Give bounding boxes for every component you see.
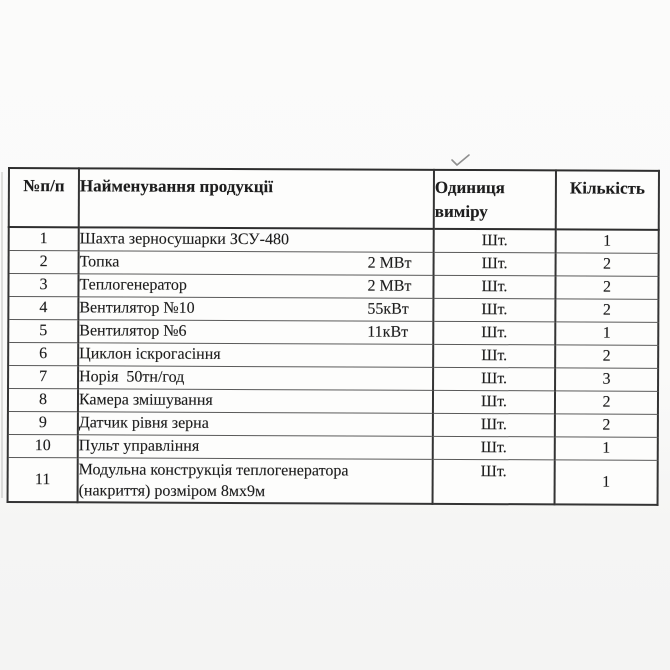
product-spec: 2 МВт bbox=[367, 254, 412, 272]
table-header bbox=[9, 168, 659, 230]
product-name-cell bbox=[78, 458, 433, 504]
row-number-cell: 8 bbox=[8, 389, 78, 412]
unit-cell: Шт. bbox=[433, 321, 555, 345]
header-cell-num: №п/п bbox=[9, 168, 79, 227]
header-cell-unit: Одиниця виміру bbox=[434, 170, 556, 230]
table-body bbox=[8, 227, 659, 505]
table-row bbox=[8, 412, 658, 438]
table-row bbox=[9, 251, 659, 277]
unit-cell: Шт. bbox=[433, 390, 555, 414]
product-name: Циклон іскрогасіння bbox=[79, 345, 221, 363]
quantity-cell: 1 bbox=[555, 322, 658, 345]
product-spec: 2 МВт bbox=[367, 277, 412, 295]
scan-page-edge bbox=[1, 172, 3, 498]
quantity-cell: 1 bbox=[555, 460, 658, 505]
product-spec: 55кВт bbox=[367, 300, 409, 318]
product-name: Вентилятор №6 bbox=[79, 322, 187, 340]
unit-cell: Шт. bbox=[434, 252, 556, 276]
row-number-cell: 11 bbox=[8, 458, 78, 503]
row-number-cell: 3 bbox=[8, 274, 78, 297]
product-name-cell bbox=[78, 435, 433, 460]
quantity-cell: 2 bbox=[555, 414, 658, 437]
table-row bbox=[8, 297, 658, 323]
product-name: Вентилятор №10 bbox=[79, 299, 195, 317]
unit-cell: Шт. bbox=[433, 298, 555, 322]
row-number-cell: 1 bbox=[9, 227, 79, 251]
table-row bbox=[8, 366, 658, 392]
unit-cell: Шт. bbox=[433, 344, 555, 368]
pen-checkmark-icon bbox=[450, 153, 472, 169]
product-name: Камера змішування bbox=[78, 391, 213, 409]
product-name-cell bbox=[78, 412, 433, 437]
table-row bbox=[8, 274, 658, 300]
product-name-cell bbox=[78, 274, 433, 299]
product-name-cell bbox=[78, 389, 433, 414]
product-name-cell bbox=[78, 320, 433, 345]
quantity-cell: 1 bbox=[556, 229, 659, 253]
unit-cell: Шт. bbox=[433, 367, 555, 391]
header-cell-qty: Кількість bbox=[556, 170, 659, 229]
table-row bbox=[8, 435, 658, 461]
row-number-cell: 7 bbox=[8, 366, 78, 389]
row-number-cell: 5 bbox=[8, 320, 78, 343]
quantity-cell: 2 bbox=[556, 253, 659, 276]
product-name: Модульна конструкція теплогенератора (накриття) розміром 8мх9м bbox=[78, 461, 349, 501]
quantity-cell: 3 bbox=[555, 368, 658, 391]
row-number-cell: 6 bbox=[8, 343, 78, 366]
row-number-cell: 2 bbox=[9, 251, 79, 274]
product-name: Шахта зерносушарки ЗСУ-480 bbox=[79, 230, 290, 249]
quantity-cell: 2 bbox=[555, 276, 658, 299]
product-name-cell bbox=[78, 343, 433, 368]
unit-cell: Шт. bbox=[433, 436, 555, 460]
quantity-cell: 2 bbox=[555, 299, 658, 322]
product-name: Датчик рівня зерна bbox=[78, 414, 209, 432]
table-row bbox=[8, 458, 658, 505]
table-row bbox=[8, 389, 658, 415]
table-row bbox=[9, 227, 659, 253]
product-table bbox=[7, 167, 660, 506]
product-name-cell bbox=[78, 366, 433, 391]
row-number-cell: 4 bbox=[8, 297, 78, 320]
product-name-cell bbox=[79, 227, 434, 252]
table-row bbox=[8, 320, 658, 346]
quantity-cell: 2 bbox=[555, 345, 658, 368]
product-name: Пульт управління bbox=[78, 437, 200, 455]
product-name: Теплогенератор bbox=[79, 276, 187, 294]
product-name: Топка bbox=[79, 253, 120, 271]
product-name-cell bbox=[78, 297, 433, 322]
quantity-cell: 2 bbox=[555, 391, 658, 414]
header-row bbox=[9, 168, 659, 230]
unit-cell: Шт. bbox=[434, 229, 556, 253]
unit-cell: Шт. bbox=[433, 459, 555, 504]
row-number-cell: 9 bbox=[8, 412, 78, 435]
table-row bbox=[8, 343, 658, 369]
unit-cell: Шт. bbox=[433, 275, 555, 299]
product-spec: 11кВт bbox=[367, 323, 409, 341]
product-name-cell bbox=[79, 251, 434, 276]
product-name: Норія 50тн/год bbox=[79, 368, 185, 386]
header-cell-name: Найменування продукції bbox=[79, 168, 434, 229]
unit-cell: Шт. bbox=[433, 413, 555, 437]
product-table-container bbox=[7, 167, 658, 506]
quantity-cell: 1 bbox=[555, 437, 658, 460]
row-number-cell: 10 bbox=[8, 435, 78, 458]
